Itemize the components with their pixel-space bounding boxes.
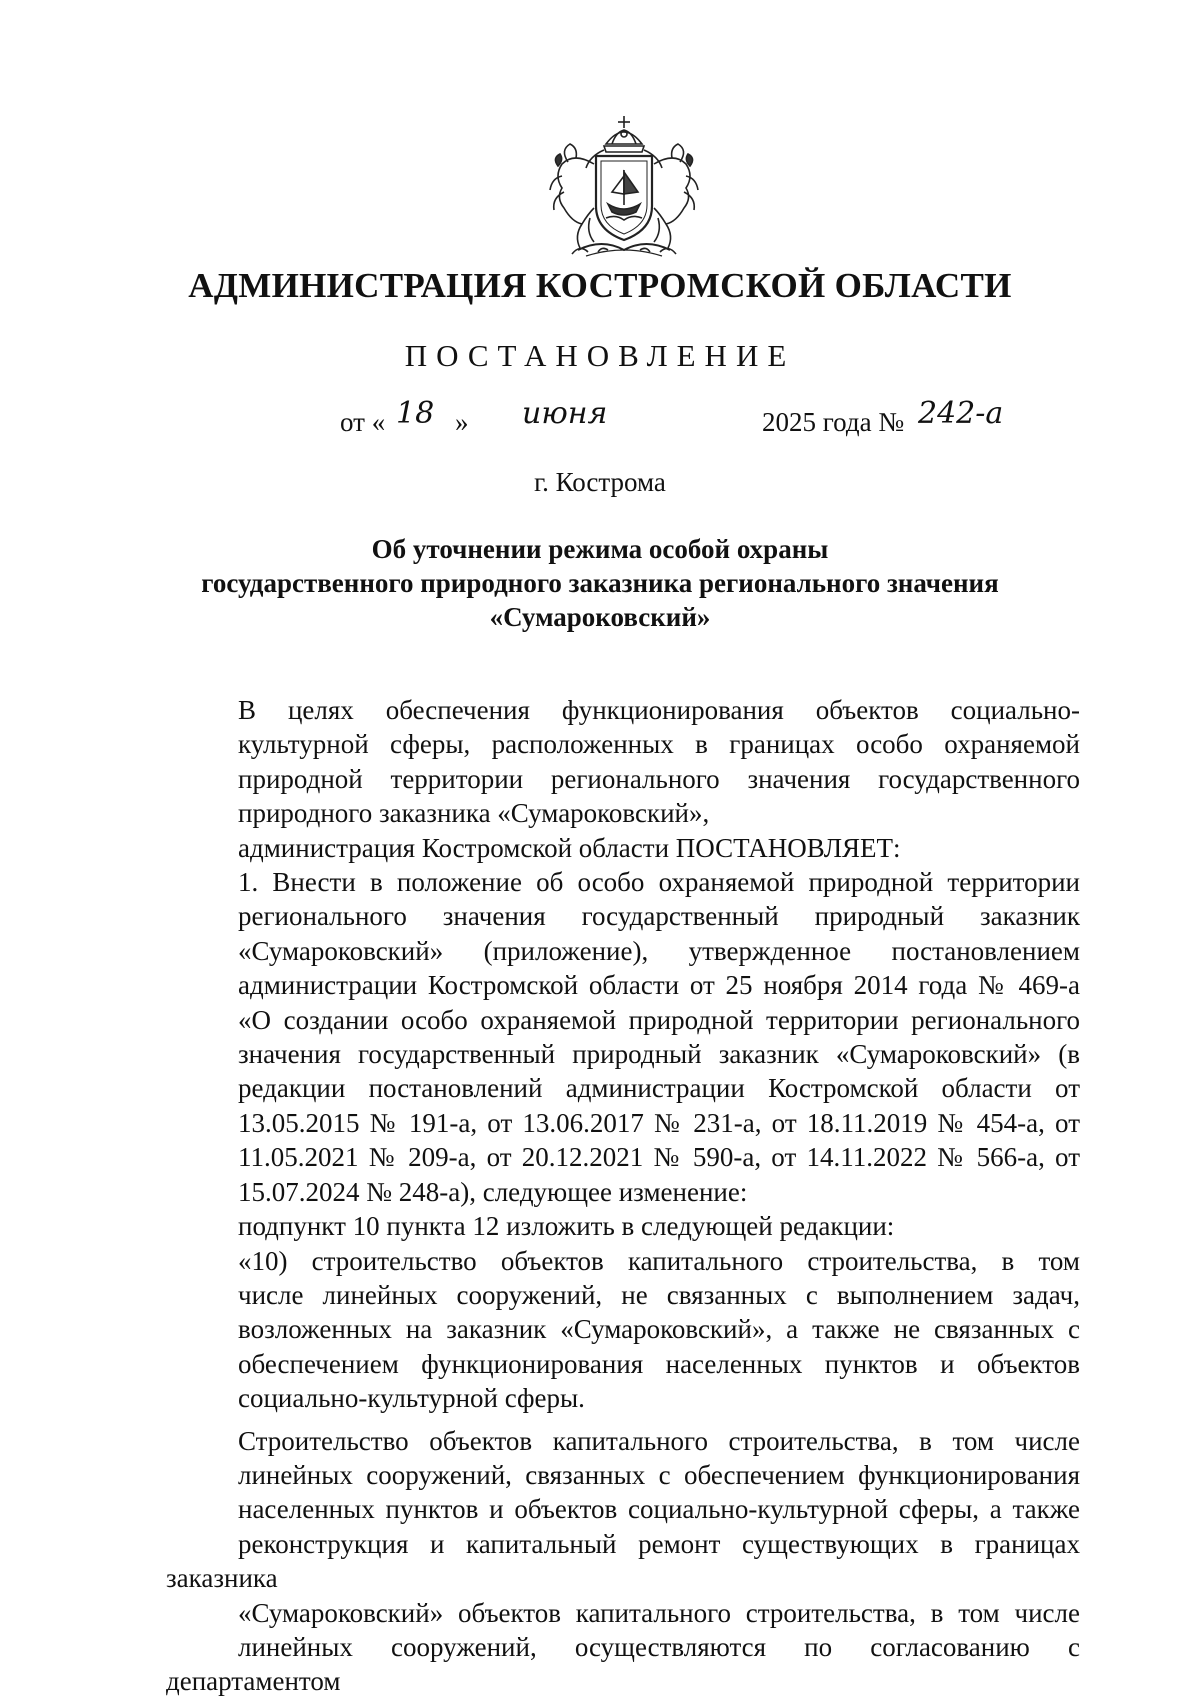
text-line: линейных сооружений, осуществляются по согласованию с департаментом [166, 1631, 1080, 1697]
date-quote-close: » [455, 407, 469, 437]
text-line: редакции постановлений администрации Костромской области от [238, 1073, 1080, 1104]
text-line: «Сумароковский» (приложение), утвержденное постановлением [238, 935, 1080, 966]
text-line: подпункт 10 пункта 12 изложить в следующей редакции: [238, 1211, 895, 1242]
title-line: «Сумароковский» [489, 602, 711, 632]
text-line: администрации Костромской области от 25 ноября 2014 года № 469-а [238, 970, 1080, 1001]
text-line: культурной сферы, расположенных в границах особо охраняемой [238, 729, 1080, 760]
text-line: числе линейных сооружений, не связанных с выполнением задач, [238, 1279, 1080, 1310]
date-line [0, 398, 1200, 444]
document-number: 242-а [918, 396, 1004, 431]
text-line: «10) строительство объектов капитального строительства, в том [238, 1245, 1080, 1276]
text-line: «Сумароковский» объектов капитального строительства, в том числе [238, 1597, 1080, 1628]
coat-of-arms-icon [538, 106, 710, 262]
text-line: значения государственный природный заказник «Сумароковский» (в [238, 1039, 1080, 1070]
text-line: социально-культурной сферы. [238, 1383, 585, 1414]
text-line: 1. Внести в положение об особо охраняемой природной территории [238, 867, 1080, 898]
text-line: В целях обеспечения функционирования объектов социально- [238, 695, 1080, 725]
paragraph [166, 831, 1080, 865]
city: г. Кострома [534, 467, 666, 497]
organization-name: АДМИНИСТРАЦИЯ КОСТРОМСКОЙ ОБЛАСТИ [188, 266, 1012, 305]
text-line: Строительство объектов капитального строительства, в том числе [238, 1425, 1080, 1456]
text-line: природной территории регионального значения государственного [238, 763, 1080, 794]
text-line: обеспечением функционирования населенных пунктов и объектов [238, 1348, 1080, 1379]
text-line: возложенных на заказник «Сумароковский», а также не связанных с [238, 1314, 1080, 1345]
document-title [160, 532, 1040, 634]
paragraph [166, 1209, 1080, 1243]
title-line: государственного природного заказника регионального значения [201, 568, 999, 598]
text-line: 11.05.2021 № 209-а, от 20.12.2021 № 590-а, от 14.11.2022 № 566-а, от [238, 1142, 1080, 1173]
text-line: реконструкция и капитальный ремонт существующих в границах заказника [166, 1528, 1080, 1594]
document-type: ПОСТАНОВЛЕНИЕ [404, 338, 796, 373]
date-year: 2025 года № [762, 407, 905, 437]
paragraph [166, 1244, 1080, 1416]
text-line: администрация Костромской области ПОСТАНОВЛЯЕТ: [238, 832, 901, 863]
date-day: 18 [396, 396, 435, 431]
paragraph [166, 865, 1080, 1209]
title-line: Об уточнении режима особой охраны [371, 534, 829, 564]
text-line: «О создании особо охраняемой природной территории регионального [238, 1004, 1080, 1035]
paragraph [166, 1424, 1080, 1699]
text-line: населенных пунктов и объектов социально-культурной сферы, а также [238, 1494, 1080, 1525]
document-body [166, 693, 1080, 1699]
date-prefix: от « [340, 407, 386, 437]
date-month: июня [522, 396, 608, 431]
text-line: 13.05.2015 № 191-а, от 13.06.2017 № 231-а, от 18.11.2019 № 454-а, от [238, 1107, 1080, 1138]
text-line: линейных сооружений, связанных с обеспечением функционирования [238, 1459, 1080, 1490]
paragraph [166, 693, 1080, 831]
text-line: регионального значения государственный природный заказник [238, 901, 1080, 932]
text-line: 15.07.2024 № 248-а), следующее изменение: [238, 1176, 748, 1207]
text-line: природного заказника «Сумароковский», [238, 798, 710, 829]
